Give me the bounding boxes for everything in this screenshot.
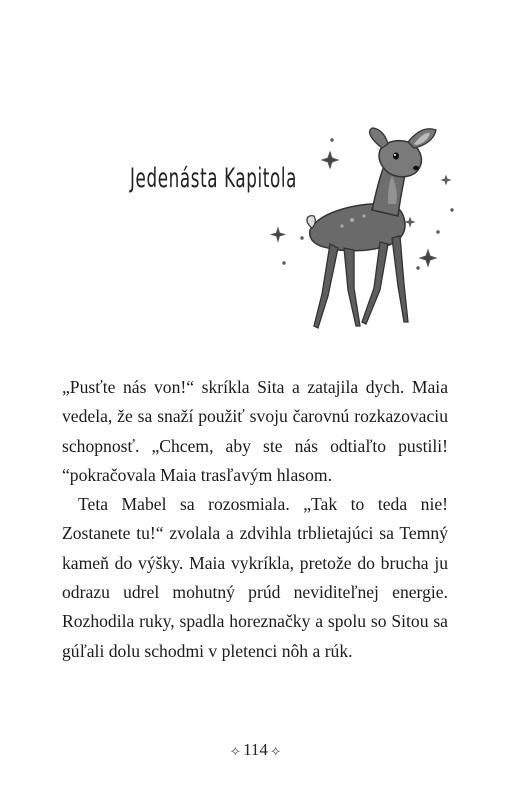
ornament-left-icon: ⟡ <box>230 744 241 759</box>
page-number <box>0 740 511 760</box>
page-number-value: 114 <box>243 740 268 759</box>
body-text <box>62 373 448 666</box>
paragraph-1: „Pusťte nás von!“ skríkla Sita a zatajila dych. Maia vedela, že sa snaží použiť svoju čarovnú rozkazovaciu schopnosť. „Chcem, aby ste nás odtiaľto pustili! “pokračovala Maia trasľavým hlasom. <box>62 377 448 485</box>
chapter-title: Jedenásta Kapitola <box>130 163 297 194</box>
ornament-right-icon: ⟡ <box>270 744 281 759</box>
paragraph-2: Teta Mabel sa rozosmiala. „Tak to teda nie! Zostanete tu!“ zvolala a zdvihla trblietajúci sa Temný kameň do výšky. Maia vykríkla, pretože do brucha ju odrazu udrel mohutný prúd neviditeľnej energie. Rozhodila ruky, spadla horeznačky a spolu so Sitou sa gúľali dolu schodmi v pletenci nôh a rúk. <box>62 494 448 661</box>
fawn-illustration <box>268 118 468 338</box>
